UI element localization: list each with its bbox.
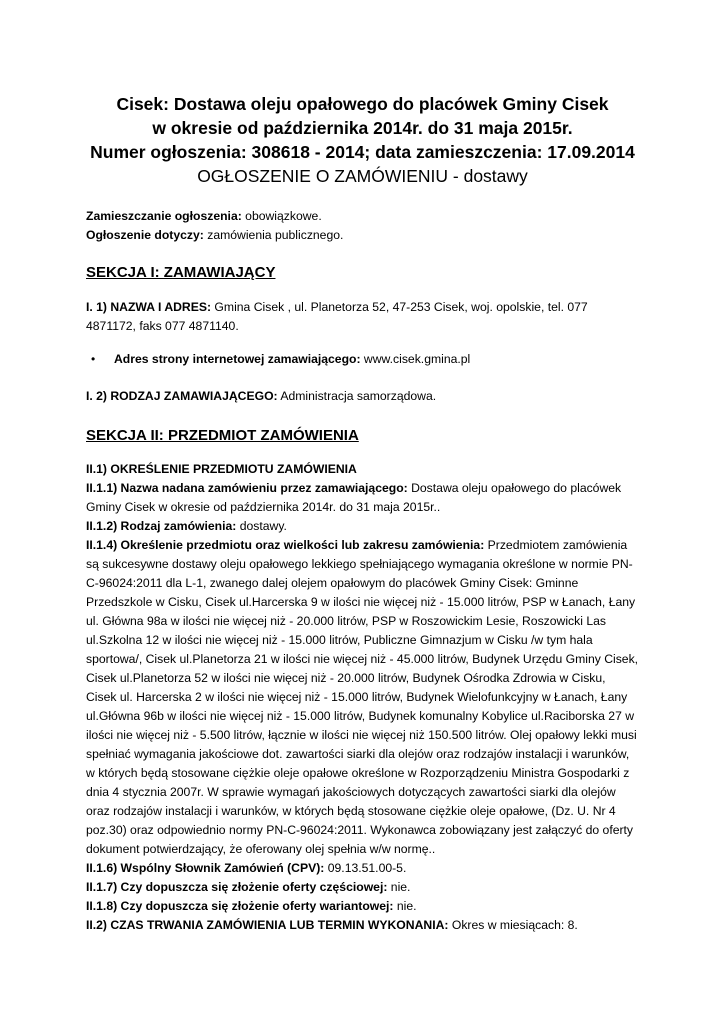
scope-line: dokument potwierdzający, że oferowany olej spełnia w/w normę.. (86, 842, 436, 856)
duration-label: II.2) CZAS TRWANIA ZAMÓWIENIA LUB TERMIN WYKONANIA: (86, 918, 449, 932)
name-address-value: Gmina Cisek , ul. Planetorza 52, 47-253 Cisek, woj. opolskie, tel. 077 (211, 300, 588, 314)
contracting-type-label: I. 2) RODZAJ ZAMAWIAJĄCEGO: (86, 389, 278, 403)
duration-value: Okres w miesiącach: 8. (448, 918, 578, 932)
scope-line: Przedszkole w Cisku, Cisek ul.Harcerska 9 w ilości nie więcej niż - 15.000 litrów, PSP w Łanach, Łany (86, 595, 636, 609)
scope-line: ul.Szkolna 12 w ilości nie więcej niż - 15.000 litrów, Publiczne Gimnazjum w Cisku /w tym hala (86, 633, 593, 647)
placement-value: obowiązkowe. (241, 209, 322, 223)
partial-offer-label: II.1.7) Czy dopuszcza się złożenie oferty częściowej: (86, 880, 388, 894)
contract-name-label: II.1.1) Nazwa nadana zamówieniu przez zamawiającego: (86, 481, 408, 495)
scope-line: Cisek ul.Planetorza 52 w ilości nie więcej niż - 20.000 litrów, Budynek Ośrodka Zdrowia w Cisku, (86, 671, 606, 685)
section-2-body (86, 460, 641, 916)
concerns-line (86, 226, 641, 245)
cpv-line (86, 859, 641, 878)
contract-kind-line (86, 517, 641, 536)
concerns-value: zamówienia publicznego. (203, 228, 344, 242)
duration-row (86, 916, 641, 935)
scope-line: dnia 4 stycznia 2007r. W sprawie wymagań jakościowych dotyczących zawartości siarki dla olejów (86, 785, 616, 799)
title-line-1: Cisek: Dostawa oleju opałowego do placówek Gminy Cisek (116, 94, 609, 114)
variant-offer-line (86, 897, 641, 916)
scope-line: poz.30) oraz odpowiednio normy PN-C-96024:2011. Wykonawca zobowiązany jest załączyć do oferty (86, 823, 634, 837)
scope-line: sportowa/, Cisek ul.Planetorza 21 w ilości nie więcej niż - 45.000 litrów, Budynek Urzędu Gminy Cisek, (86, 652, 639, 666)
placement-line (86, 207, 641, 226)
scope-line: ilości nie więcej niż - 5.500 litrów, łącznie w ilości nie więcej niż 150.500 litrów. Olej opałowy lekki musi (86, 728, 637, 742)
scope-line: w których będą stosowane ciężkie oleje opałowe określone w Rozporządzeniu Ministra Gospodarki z (86, 766, 630, 780)
scope-line-0 (86, 536, 641, 555)
concerns-label: Ogłoszenie dotyczy: (86, 228, 204, 242)
cpv-label: II.1.6) Wspólny Słownik Zamówień (CPV): (86, 861, 325, 875)
scope-line: ul.Główna 96b w ilości nie więcej niż - 15.000 litrów, Budynek komunalny Kobylice ul.Raciborska 27 w (86, 709, 635, 723)
scope-line: oraz rodzajów instalacji i warunków, w których będą stosowane ciężkie oleje opałowe, (Dz. U. Nr 4 (86, 804, 616, 818)
section-1-name-address (86, 298, 641, 336)
scope-line: spełniać wymagania jakościowe dot. zawartości siarki dla olejów oraz rodzajów instalacji i warunków, (86, 747, 630, 761)
name-address-line-2: 4871172, faks 077 4871140. (86, 319, 239, 333)
website-line (114, 350, 634, 369)
document-title (0, 92, 725, 188)
scope-line: są sukcesywne dostawy oleju opałowego lekkiego spełniającego wymagania określone w normie PN- (86, 557, 633, 571)
subject-heading-text: II.1) OKREŚLENIE PRZEDMIOTU ZAMÓWIENIA (86, 462, 357, 476)
website-value: www.cisek.gmina.pl (360, 352, 471, 366)
document-subtitle: OGŁOSZENIE O ZAMÓWIENIU - dostawy (197, 166, 528, 186)
partial-offer-line (86, 878, 641, 897)
section-1-heading: SEKCJA I: ZAMAWIAJĄCY (86, 264, 276, 281)
contract-name-value: Dostawa oleju opałowego do placówek (407, 481, 622, 495)
variant-offer-label: II.1.8) Czy dopuszcza się złożenie oferty wariantowej: (86, 899, 394, 913)
contracting-type-line (86, 387, 641, 406)
contracting-type-value: Administracja samorządowa. (277, 389, 437, 403)
placement-label: Zamieszczanie ogłoszenia: (86, 209, 242, 223)
contracting-type-row (86, 387, 641, 406)
subject-heading (86, 460, 641, 479)
meta-block (86, 207, 641, 245)
name-address-label: I. 1) NAZWA I ADRES: (86, 300, 212, 314)
contract-name-line-2: Gminy Cisek w okresie od października 2014r. do 31 maja 2015r.. (86, 500, 441, 514)
website-row (114, 350, 634, 369)
title-line-2: w okresie od października 2014r. do 31 maja 2015r. (152, 118, 573, 138)
name-address-line-1 (86, 298, 641, 317)
title-line-3: Numer ogłoszenia: 308618 - 2014; data zamieszczenia: 17.09.2014 (90, 142, 635, 162)
cpv-value: 09.13.51.00-5. (324, 861, 407, 875)
variant-offer-value: nie. (393, 899, 417, 913)
partial-offer-value: nie. (387, 880, 411, 894)
website-label: Adres strony internetowej zamawiającego: (114, 352, 361, 366)
scope-line: C-96024:2011 dla L-1, zwanego dalej olejem opałowym do placówek Gminy Cisek: Gminne (86, 576, 579, 590)
section-2-heading: SEKCJA II: PRZEDMIOT ZAMÓWIENIA (86, 427, 359, 444)
scope-label: II.1.4) Określenie przedmiotu oraz wielkości lub zakresu zamówienia: (86, 538, 485, 552)
duration-line (86, 916, 641, 935)
bullet-icon: • (91, 352, 96, 366)
contract-kind-label: II.1.2) Rodzaj zamówienia: (86, 519, 237, 533)
contract-name-line-1 (86, 479, 641, 498)
contract-kind-value: dostawy. (236, 519, 287, 533)
scope-text: Przedmiotem zamówienia (484, 538, 628, 552)
scope-line: ul. Główna 98a w ilości nie więcej niż - 20.000 litrów, PSP w Roszowickim Lesie, Roszowicki Las (86, 614, 606, 628)
scope-line: Cisek ul. Harcerska 2 w ilości nie więcej niż - 15.000 litrów, Budynek Wielofunkcyjny w Łanach, Łany (86, 690, 628, 704)
